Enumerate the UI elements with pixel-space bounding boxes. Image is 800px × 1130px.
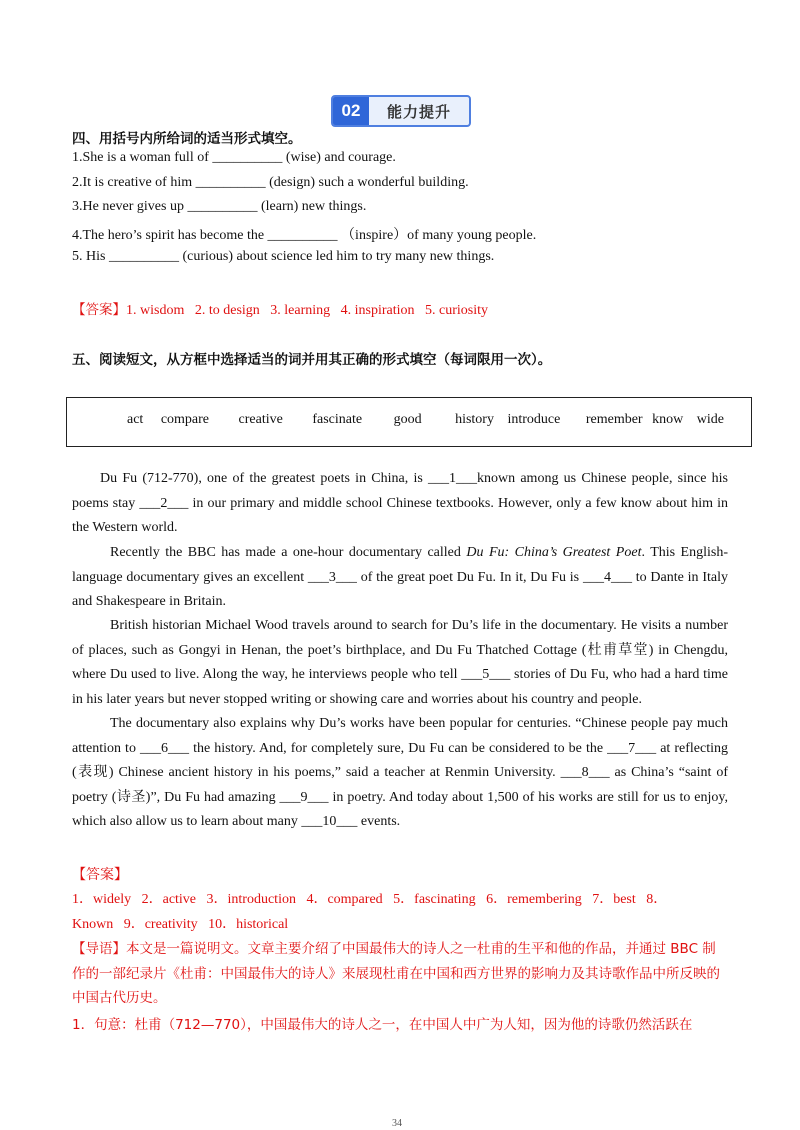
explanation-1: 1．句意：杜甫（712—770），中国最伟大的诗人之一，在中国人中广为人知，因为他的诗歌仍然活跃在 xyxy=(72,1017,693,1033)
part4-item-3: 3.He never gives up __________ (learn) new things. xyxy=(72,199,367,214)
word-list xyxy=(127,412,738,428)
passage-paragraph-2: Recently the BBC has made a one-hour documentary called Du Fu: China’s Greatest Poet. This English-language documentary gives an excellent ___3___ of the great poet Du Fu. In it, Du Fu is ___4___ to Dante in Italy and Shakespeare in Britain. xyxy=(72,545,728,610)
word: remember xyxy=(585,412,643,427)
blank-3: ___3___ xyxy=(307,569,357,585)
part4-item-5: 5. His __________ (curious) about science led him to try many new things. xyxy=(72,249,495,264)
blank-10: ___10___ xyxy=(301,814,358,830)
part5-answer-line-2: Known 9．creativity 10．historical xyxy=(72,917,289,932)
guide-text: 【导语】本文是一篇说明文。文章主要介绍了中国最伟大的诗人之一杜甫的生平和他的作品，并通过 BBC 制作的一部纪录片《杜甫：中国最伟大的诗人》来展现杜甫在中国和西方世界的影响力及其诗歌作品中所反映的中国古代历史。 xyxy=(72,941,720,1006)
word: introduce xyxy=(507,412,561,427)
section-number: 02 xyxy=(333,97,369,125)
passage-paragraph-1: Du Fu (712-770), one of the greatest poets in China, is ___1___known among us Chinese people, since his poems stay ___2___ in our primary and middle school Chinese textbooks. However, only a few know about him in the Western world. xyxy=(72,471,729,536)
answer-text: 1. wisdom 2. to design 3. learning 4. inspiration 5. curiosity xyxy=(126,303,489,318)
blank-9: ___9___ xyxy=(279,789,329,805)
passage-paragraph-4: The documentary also explains why Du’s works have been popular for centuries. “Chinese people pay much attention to ___6___ the history. And, for completely sure, Du Fu can be considered to be the ___7___ at reflecting (表现) Chinese ancient history in his poems,” said a teacher at Renmin University. ___8___ as China’s “saint of poetry (诗圣)”, Du Fu had amazing ___9___ in poetry. And today about 1,500 of his works are still for us to enjoy, which also allow us to learn about many ___10___ events. xyxy=(72,716,728,830)
blank-1: ___1___ xyxy=(428,471,478,486)
part4-heading: 四、用括号内所给词的适当形式填空。 xyxy=(72,131,302,147)
answer-label: 【答案】 xyxy=(72,302,126,318)
blank-2: ___2___ xyxy=(139,495,189,511)
part5-answer-line-1: 1．widely 2．active 3．introduction 4．compared 5．fascinating 6．remembering 7．best 8． xyxy=(72,892,668,907)
part4-item-4: 4.The hero’s spirit has become the __________ （inspire）of many young people. xyxy=(72,228,537,243)
word: compare xyxy=(160,412,210,427)
word: history xyxy=(455,412,494,427)
word: wide xyxy=(696,412,724,427)
page-number: 34 xyxy=(392,1118,402,1129)
word: good xyxy=(393,412,422,427)
word: act xyxy=(127,412,144,427)
part5-answer-label: 【答案】 xyxy=(72,867,128,883)
part5-heading: 五、阅读短文，从方框中选择适当的词并用其正确的形式填空（每词限用一次）。 xyxy=(72,352,552,368)
section-badge xyxy=(331,95,471,127)
section-label: 能力提升 xyxy=(386,102,451,121)
blank-4: ___4___ xyxy=(582,569,632,585)
word: fascinate xyxy=(312,412,363,427)
word-box xyxy=(66,397,752,447)
blank-8: ___8___ xyxy=(560,765,610,781)
blank-6: ___6___ xyxy=(140,740,190,756)
passage-paragraph-3: British historian Michael Wood travels around to search for Du’s life in the documentary. He visits a number of places, such as Gongyi in Henan, the poet’s birthplace, and Du Fu Thatched Cottage (杜甫草堂) in Chengdu, where Du used to live. Along the way, he interviews people who tell ___5___ stories of Du Fu, who had a hard time in his later years but never stopped writing or showing care and worries about his country and people. xyxy=(72,618,728,707)
part4-answer xyxy=(72,298,488,319)
part4-item-1: 1.She is a woman full of __________ (wise) and courage. xyxy=(72,150,396,165)
documentary-title: Du Fu: China’s Greatest Poet xyxy=(466,545,642,560)
word: creative xyxy=(238,412,283,427)
part4-item-2: 2.It is creative of him __________ (design) such a wonderful building. xyxy=(72,175,469,190)
blank-7: ___7___ xyxy=(607,740,657,756)
word: know xyxy=(652,412,684,427)
blank-5: ___5___ xyxy=(461,667,511,683)
